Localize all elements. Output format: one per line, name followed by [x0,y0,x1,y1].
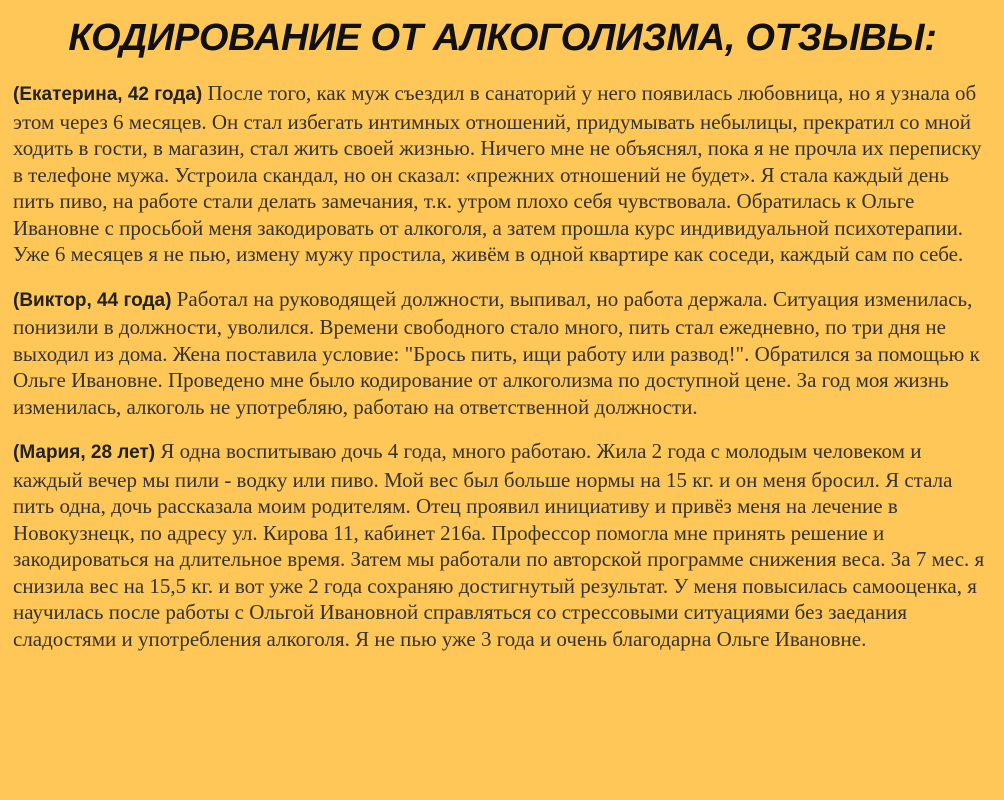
page-title: КОДИРОВАНИЕ ОТ АЛКОГОЛИЗМА, ОТЗЫВЫ: [68,17,937,59]
review-text: После того, как муж съездил в санаторий у него появилась любовница, но я узнала об этом через 6 месяцев. Он стал избегать интимных отношений, придумывать небылицы, прекратил со мной ходить в гости, в магазин, стал жить своей жизнью. Ничего мне не объяснял, пока я не прочла их переписку в телефоне мужа. Устроила скандал, но он сказал: «прежних отношений не будет». Я стала каждый день пить пиво, на работе стали делать замечания, т.к. утром плохо себя чувствовала. Обратилась к Ольге Ивановне с просьбой меня закодировать от алкоголя, а затем прошла курс индивидуальной психотерапии. Уже 6 месяцев я не пью, измену мужу простила, живём в одной квартире как соседи, каждый сам по себе. [13,81,982,266]
review-author: (Мария, 28 лет) [13,442,156,463]
review-text: Работал на руководящей должности, выпивал, но работа держала. Ситуация изменилась, понизили в должности, уволился. Времени свободного стало много, пить стал ежедневно, по три дня не выходил из дома. Жена поставила условие: "Брось пить, ищи работу или развод!". Обратился за помощью к Ольге Ивановне. Проведено мне было кодирование от алкоголизма по доступной цене. За год моя жизнь изменилась, алкоголь не употребляю, работаю на ответственной должности. [13,286,980,419]
review-ekaterina [13,80,992,268]
review-maria [13,438,992,652]
review-viktor [13,286,992,421]
review-author: (Екатерина, 42 года) [13,84,203,105]
review-text: Я одна воспитываю дочь 4 года, много работаю. Жила 2 года с молодым человеком и каждый вечер мы пили - водку или пиво. Мой вес был больше нормы на 15 кг. и он меня бросил. Я стала пить одна, дочь рассказала моим родителям. Отец проявил инициативу и привёз меня на лечение в Новокузнецк, по адресу ул. Кирова 11, кабинет 216а. Профессор помогла мне принять решение и закодироваться на длительное время. Затем мы работали по авторской программе снижения веса. За 7 мес. я снизила вес на 15,5 кг. и вот уже 2 года сохраняю достигнутый результат. У меня повысилась самооценка, я научилась после работы с Ольгой Ивановной справляться со стрессовыми ситуациями без заедания сладостями и употребления алкоголя. Я не пью уже 3 года и очень благодарна Ольге Ивановне. [13,439,985,651]
review-author: (Виктор, 44 года) [13,289,172,311]
